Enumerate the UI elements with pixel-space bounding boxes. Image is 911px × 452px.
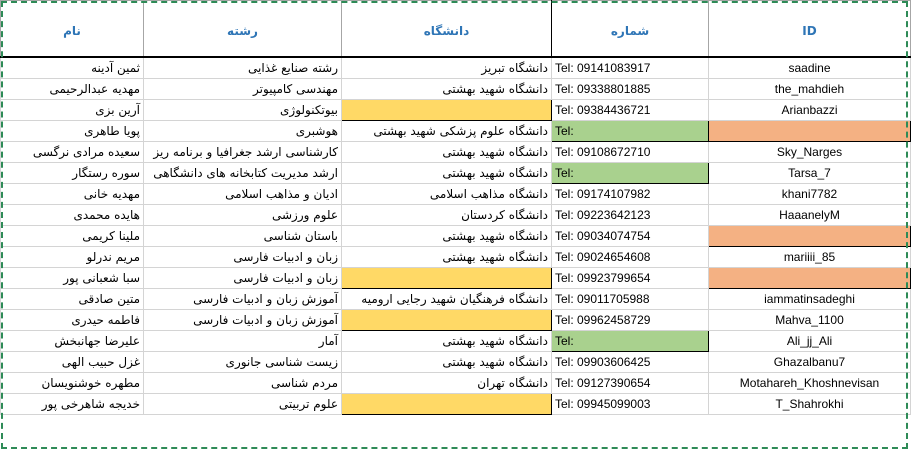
table-row [1, 351, 911, 372]
phone-cell[interactable]: Tel: 09903606425 [552, 351, 709, 372]
phone-cell[interactable]: Tel: 09923799654 [552, 267, 709, 288]
field-cell[interactable]: مردم شناسی [144, 372, 342, 393]
name-cell[interactable]: ملینا کریمی [1, 225, 144, 246]
field-cell[interactable]: بیوتکنولوژی [144, 99, 342, 120]
table-row [1, 99, 911, 120]
phone-cell[interactable]: Tel: 09127390654 [552, 372, 709, 393]
name-cell[interactable]: سبا شعبانی پور [1, 267, 144, 288]
table-row [1, 393, 911, 414]
field-cell[interactable]: ادیان و مذاهب اسلامی [144, 183, 342, 204]
id-cell[interactable]: T_Shahrokhi [709, 393, 911, 414]
phone-cell[interactable]: Tel: [552, 330, 709, 351]
table-row [1, 267, 911, 288]
id-cell[interactable] [709, 267, 911, 288]
id-cell[interactable]: Ali_jj_Ali [709, 330, 911, 351]
id-cell[interactable]: Arianbazzi [709, 99, 911, 120]
header-phone[interactable]: شماره [552, 1, 709, 57]
name-cell[interactable]: خدیجه شاهرخی پور [1, 393, 144, 414]
name-cell[interactable]: سوره رستگار [1, 162, 144, 183]
phone-cell[interactable]: Tel: 09034074754 [552, 225, 709, 246]
name-cell[interactable]: مریم ندرلو [1, 246, 144, 267]
id-cell[interactable] [709, 225, 911, 246]
name-cell[interactable]: مهدیه خانی [1, 183, 144, 204]
id-cell[interactable]: iammatinsadeghi [709, 288, 911, 309]
id-cell[interactable]: mariiii_85 [709, 246, 911, 267]
header-field[interactable]: رشته [144, 1, 342, 57]
phone-cell[interactable]: Tel: [552, 120, 709, 141]
field-cell[interactable]: ارشد مدیریت کتابخانه های دانشگاهی [144, 162, 342, 183]
table-row [1, 330, 911, 351]
university-cell[interactable] [342, 309, 552, 330]
table-row [1, 141, 911, 162]
field-cell[interactable]: رشته صنایع غذایی [144, 57, 342, 79]
name-cell[interactable]: هایده محمدی [1, 204, 144, 225]
university-cell[interactable] [342, 393, 552, 414]
header-name[interactable]: نام [1, 1, 144, 57]
table-row [1, 57, 911, 79]
university-cell[interactable]: دانشگاه علوم پزشکی شهید بهشتی [342, 120, 552, 141]
field-cell[interactable]: علوم ورزشی [144, 204, 342, 225]
university-cell[interactable]: دانشگاه شهید بهشتی [342, 162, 552, 183]
table-row [1, 309, 911, 330]
university-cell[interactable]: دانشگاه شهید بهشتی [342, 246, 552, 267]
name-cell[interactable]: آرین بزی [1, 99, 144, 120]
table-row [1, 78, 911, 99]
field-cell[interactable]: زبان و ادبیات فارسی [144, 267, 342, 288]
name-cell[interactable]: غزل حبیب الهی [1, 351, 144, 372]
field-cell[interactable]: باستان شناسی [144, 225, 342, 246]
name-cell[interactable]: پویا طاهری [1, 120, 144, 141]
header-row [1, 1, 911, 57]
name-cell[interactable]: ثمین آدینه [1, 57, 144, 79]
name-cell[interactable]: فاطمه حیدری [1, 309, 144, 330]
id-cell[interactable]: Motahareh_Khoshnevisan [709, 372, 911, 393]
phone-cell[interactable]: Tel: 09962458729 [552, 309, 709, 330]
university-cell[interactable] [342, 267, 552, 288]
phone-cell[interactable]: Tel: 09945099003 [552, 393, 709, 414]
header-id[interactable]: ID [709, 1, 911, 57]
field-cell[interactable]: هوشبری [144, 120, 342, 141]
university-cell[interactable]: دانشگاه کردستان [342, 204, 552, 225]
university-cell[interactable]: دانشگاه شهید بهشتی [342, 78, 552, 99]
name-cell[interactable]: سعیده مرادی نرگسی [1, 141, 144, 162]
header-university[interactable]: دانشگاه [342, 1, 552, 57]
phone-cell[interactable]: Tel: 09024654608 [552, 246, 709, 267]
id-cell[interactable]: khani7782 [709, 183, 911, 204]
id-cell[interactable]: Tarsa_7 [709, 162, 911, 183]
phone-cell[interactable]: Tel: 09011705988 [552, 288, 709, 309]
id-cell[interactable] [709, 120, 911, 141]
university-cell[interactable]: دانشگاه تبریز [342, 57, 552, 79]
phone-cell[interactable]: Tel: 09174107982 [552, 183, 709, 204]
id-cell[interactable]: Mahva_1100 [709, 309, 911, 330]
phone-cell[interactable]: Tel: 09338801885 [552, 78, 709, 99]
name-cell[interactable]: مطهره خوشنویسان [1, 372, 144, 393]
name-cell[interactable]: مهدیه عبدالرحیمی [1, 78, 144, 99]
table-row [1, 288, 911, 309]
name-cell[interactable]: علیرضا جهانبخش [1, 330, 144, 351]
id-cell[interactable]: saadine [709, 57, 911, 79]
table-row [1, 204, 911, 225]
university-cell[interactable]: دانشگاه مذاهب اسلامی [342, 183, 552, 204]
table-row [1, 162, 911, 183]
table-row [1, 183, 911, 204]
id-cell[interactable]: Sky_Narges [709, 141, 911, 162]
table-row [1, 246, 911, 267]
field-cell[interactable]: مهندسی کامپیوتر [144, 78, 342, 99]
table-row [1, 120, 911, 141]
field-cell[interactable]: زبان و ادبیات فارسی [144, 246, 342, 267]
field-cell[interactable]: آموزش زبان و ادبیات فارسی [144, 288, 342, 309]
phone-cell[interactable]: Tel: 09108672710 [552, 141, 709, 162]
table-row [1, 372, 911, 393]
phone-cell[interactable]: Tel: 09223642123 [552, 204, 709, 225]
university-cell[interactable]: دانشگاه شهید بهشتی [342, 141, 552, 162]
university-cell[interactable]: دانشگاه شهید بهشتی [342, 351, 552, 372]
university-cell[interactable]: دانشگاه فرهنگیان شهید رجایی ارومیه [342, 288, 552, 309]
university-cell[interactable]: دانشگاه تهران [342, 372, 552, 393]
field-cell[interactable]: کارشناسی ارشد جغرافیا و برنامه ریز [144, 141, 342, 162]
id-cell[interactable]: Ghazalbanu7 [709, 351, 911, 372]
id-cell[interactable]: the_mahdieh [709, 78, 911, 99]
phone-cell[interactable]: Tel: 09384436721 [552, 99, 709, 120]
field-cell[interactable]: علوم تربیتی [144, 393, 342, 414]
university-cell[interactable]: دانشگاه شهید بهشتی [342, 330, 552, 351]
table-row [1, 225, 911, 246]
university-cell[interactable] [342, 99, 552, 120]
phone-cell[interactable]: Tel: 09141083917 [552, 57, 709, 79]
phone-cell[interactable]: Tel: [552, 162, 709, 183]
field-cell[interactable]: زیست شناسی جانوری [144, 351, 342, 372]
field-cell[interactable]: آمار [144, 330, 342, 351]
name-cell[interactable]: متین صادقی [1, 288, 144, 309]
id-cell[interactable]: HaaanelyM [709, 204, 911, 225]
field-cell[interactable]: آموزش زبان و ادبیات فارسی [144, 309, 342, 330]
university-cell[interactable]: دانشگاه شهید بهشتی [342, 225, 552, 246]
